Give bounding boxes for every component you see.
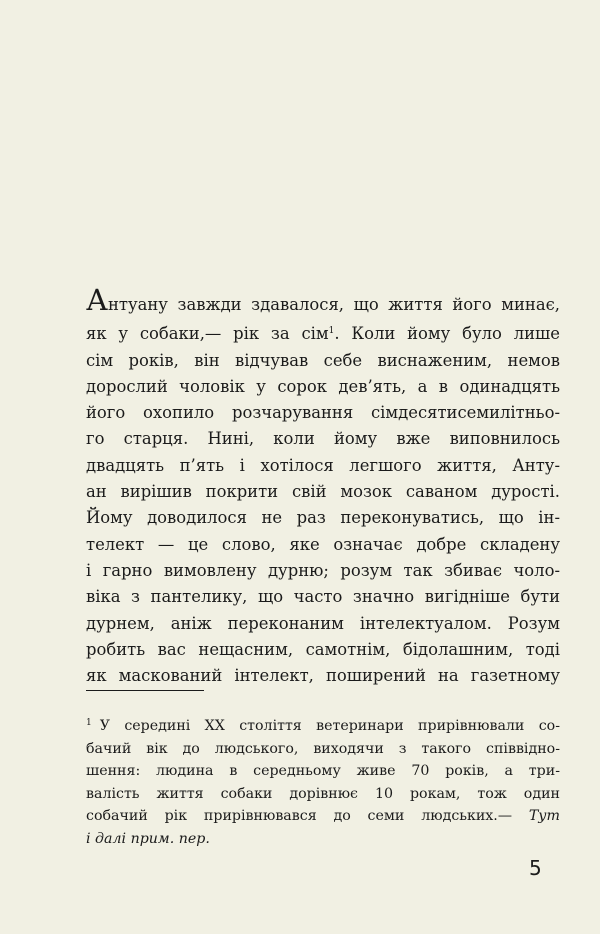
footnote-mark: 1	[86, 718, 92, 728]
body-line-3: сім років, він відчував себе виснаженим, немов	[86, 350, 560, 370]
body-line-5: його охопило розчарування сімдесятисемилітньо-	[86, 403, 560, 423]
footnote-line-1: $^1$ У середині XX століття ветеринари прирівнювали со-	[86, 718, 560, 734]
body-line-4: дорослий чоловік у сорок дев’ять, а в одинадцять	[86, 376, 560, 396]
footnote-line-5: собачий рік прирівнювався до семи людських.— Тут	[86, 808, 560, 824]
main-paragraph	[86, 283, 560, 689]
footnote-line-2: бачий вік до людського, виходячи з такого співвідно-	[86, 740, 560, 757]
body-line-7: двадцять п’ять і хотілося легшого життя, Анту-	[86, 455, 560, 475]
body-line-15: як маскований інтелект, поширений на газетному	[86, 666, 560, 686]
body-line-8: ан вирішив покрити свій мозок саваном дурості.	[86, 482, 560, 502]
footnote-reference: 1	[328, 326, 335, 337]
body-line-14: робить вас нещасним, самотнім, бідолашним, тоді	[86, 639, 560, 659]
body-line-13: дурнем, аніж переконаним інтелектуалом. Розум	[86, 613, 560, 633]
footnote-line-4: валість життя собаки дорівнює 10 рокам, тож один	[86, 785, 560, 802]
page-number: 5	[529, 856, 542, 880]
footnote-line-6	[86, 828, 560, 851]
footnote-italic-a: Тут	[528, 808, 560, 824]
body-line-10: телект — це слово, яке означає добре складену	[86, 534, 560, 554]
body-line-1: Антуану завжди здавалося, що життя його минає,	[86, 283, 560, 317]
body-line-2: як у собаки,— рік за сім$^1$. Коли йому було лише	[86, 324, 560, 344]
drop-letter: А	[86, 283, 108, 317]
footnote-line-3: шення: людина в середньому живе 70 років, а три-	[86, 763, 560, 779]
body-line-12: віка з пантелику, що часто значно вигідніше бути	[86, 587, 560, 607]
body-line-6: го старця. Нині, коли йому вже виповнилось	[86, 429, 560, 449]
footnote	[86, 712, 560, 850]
footnote-italic-b: і далі прим. пер.	[86, 830, 210, 847]
body-line-9: Йому доводилося не раз переконуватись, що ін-	[86, 508, 560, 528]
body-line-11: і гарно вимовлену дурню; розум так збиває чоло-	[86, 560, 560, 580]
footnote-divider	[86, 690, 204, 691]
